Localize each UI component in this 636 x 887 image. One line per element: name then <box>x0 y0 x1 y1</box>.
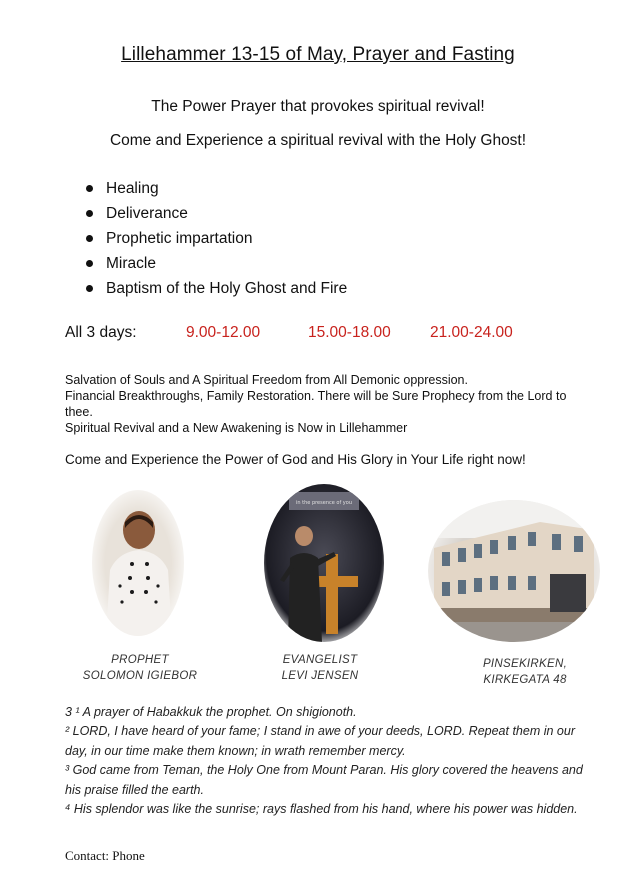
paragraph-salvation: Salvation of Souls and A Spiritual Freedom from All Demonic oppression. <box>65 373 468 387</box>
prophet-photo <box>92 490 184 636</box>
prophet-role: PROPHET <box>111 654 169 666</box>
paragraph-experience-power: Come and Experience the Power of God and His Glory in Your Life right now! <box>65 452 526 467</box>
church-caption <box>455 656 595 688</box>
list-item: Healing <box>82 176 347 201</box>
verse-2: ² LORD, I have heard of your fame; I stand in awe of your deeds, LORD. Repeat them in our day, in our time make them known; in wrath remember mercy. <box>65 724 575 758</box>
schedule-time-evening: 21.00-24.00 <box>430 324 513 341</box>
evangelist-stage-image <box>264 484 384 642</box>
evangelist-caption <box>250 652 390 684</box>
bullet-list <box>82 176 347 301</box>
list-item: Deliverance <box>82 201 347 226</box>
evangelist-photo <box>264 484 384 642</box>
schedule-time-afternoon: 15.00-18.00 <box>308 324 391 341</box>
page-title: Lillehammer 13-15 of May, Prayer and Fasting <box>121 44 515 65</box>
schedule-time-morning: 9.00-12.00 <box>186 324 261 341</box>
bullet-icon <box>86 285 93 292</box>
prophet-portrait-image <box>92 490 184 636</box>
church-address: KIRKEGATA 48 <box>483 674 567 686</box>
prophet-name: SOLOMON IGIEBOR <box>82 670 198 682</box>
bullet-icon <box>86 185 93 192</box>
evangelist-role: EVANGELIST <box>282 654 358 666</box>
subtitle-power-prayer: The Power Prayer that provokes spiritual revival! <box>151 98 485 115</box>
paragraph-revival: Spiritual Revival and a New Awakening is Now in Lillehammer <box>65 421 408 435</box>
subtitle-experience: Come and Experience a spiritual revival with the Holy Ghost! <box>109 132 527 149</box>
verse-3: ³ God came from Teman, the Holy One from Mount Paran. His glory covered the heavens and his praise filled the earth. <box>65 763 583 797</box>
list-item: Miracle <box>82 251 347 276</box>
bullet-icon <box>86 210 93 217</box>
church-building-image <box>428 500 600 642</box>
paragraph-breakthroughs: Financial Breakthroughs, Family Restoration. There will be Sure Prophecy from the Lord to thee. <box>65 389 567 419</box>
verse-1: 3 ¹ A prayer of Habakkuk the prophet. On shigionoth. <box>65 705 357 719</box>
bullet-icon <box>86 235 93 242</box>
church-name: PINSEKIRKEN, <box>482 658 568 670</box>
list-item: Baptism of the Holy Ghost and Fire <box>82 276 347 301</box>
prophet-caption <box>70 652 210 684</box>
contact-line: Contact: Phone <box>65 848 145 863</box>
church-photo <box>428 500 600 642</box>
bullet-icon <box>86 260 93 267</box>
verse-4: ⁴ His splendor was like the sunrise; rays flashed from his hand, where his power was hidden. <box>65 802 578 816</box>
schedule-label: All 3 days: <box>65 324 137 341</box>
screen-text: in the presence of you <box>296 500 352 506</box>
list-item: Prophetic impartation <box>82 226 347 251</box>
evangelist-name: LEVI JENSEN <box>281 670 359 682</box>
